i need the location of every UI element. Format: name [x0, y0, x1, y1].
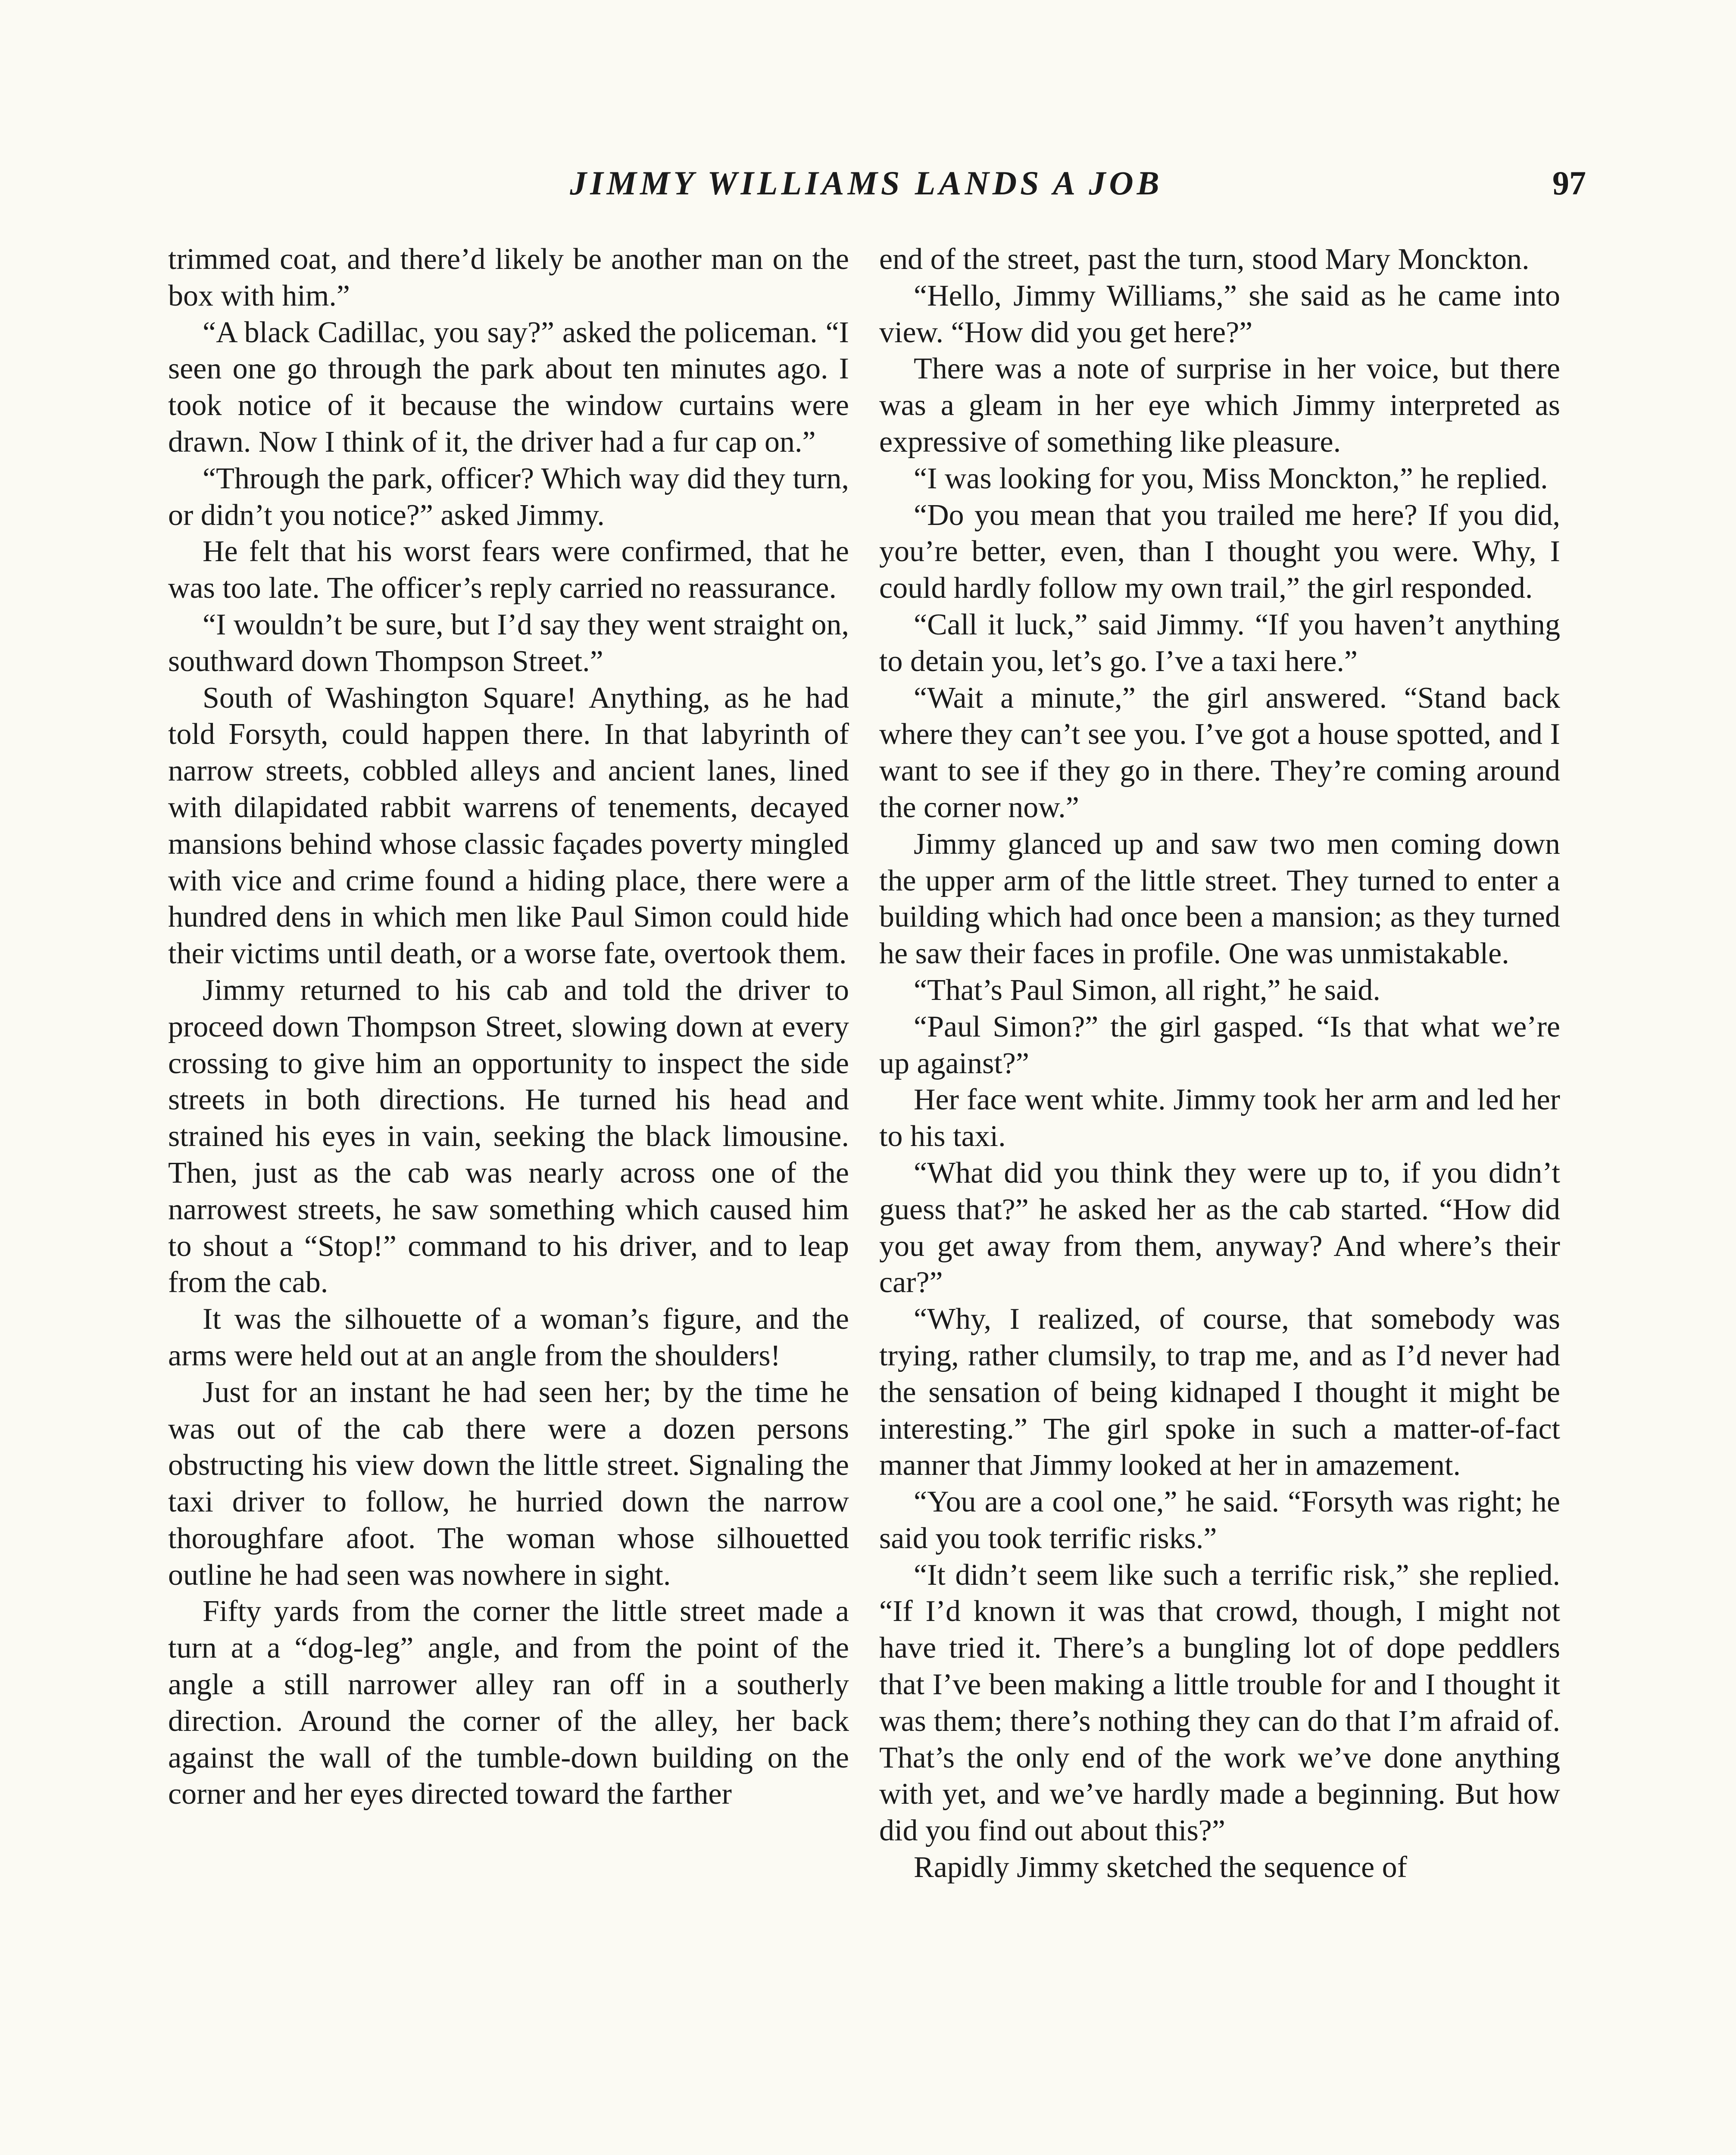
paragraph: “Hello, Jimmy Williams,” she said as he came into view. “How did you get here?” — [879, 279, 1560, 349]
paragraph: Fifty yards from the corner the little street made a turn at a “dog-leg” angle, and from the point of the angle a still narrower alley ran off in a southerly direction. Around the corner of the alley, her back against the wall of the tumble-down building on the corner and her eyes directed toward the farther — [168, 1595, 849, 1811]
paragraph: “A black Cadillac, you say?” asked the policeman. “I seen one go through the park about ten minutes ago. I took notice of it because the window curtains were drawn. Now I think of it, the driver had a fur cap on.” — [168, 315, 849, 459]
paragraph: “Call it luck,” said Jimmy. “If you haven’t anything to detain you, let’s go. I’ve a taxi here.” — [879, 608, 1560, 678]
paragraph: “It didn’t seem like such a terrific risk,” she replied. “If I’d known it was that crowd, though, I might not have tried it. There’s a bungling lot of dope peddlers that I’ve been making a little trouble for and I thought it was them; there’s nothing they can do that I’m afraid of. That’s the only end of the work we’ve done anything with yet, and we’ve hardly made a beginning. But how did you find out about this?” — [879, 1558, 1560, 1848]
running-title: JIMMY WILLIAMS LANDS A JOB — [570, 164, 1163, 202]
right-column — [879, 241, 1560, 1886]
paragraph: “Through the park, officer? Which way did they turn, or didn’t you notice?” asked Jimmy. — [168, 462, 849, 532]
paragraph: “You are a cool one,” he said. “Forsyth was right; he said you took terrific risks.” — [879, 1485, 1560, 1555]
paragraph: Rapidly Jimmy sketched the sequence of — [914, 1851, 1407, 1884]
paragraph: “That’s Paul Simon, all right,” he said. — [914, 973, 1380, 1007]
paragraph: “Paul Simon?” the girl gasped. “Is that what we’re up against?” — [879, 1010, 1560, 1080]
paragraph: trimmed coat, and there’d likely be another man on the box with him.” — [168, 243, 849, 312]
paragraph: It was the silhouette of a woman’s figure, and the arms were held out at an angle from the shoulders! — [168, 1302, 849, 1372]
paragraph: “Wait a minute,” the girl answered. “Stand back where they can’t see you. I’ve got a house spotted, and I want to see if they go in there. They’re coming around the corner now.” — [879, 681, 1560, 824]
page-number: 97 — [1552, 164, 1586, 202]
paragraph: “Do you mean that you trailed me here? If you did, you’re better, even, than I thought you were. Why, I could hardly follow my own trail,” the girl responded. — [879, 498, 1560, 605]
paragraph: There was a note of surprise in her voice, but there was a gleam in her eye which Jimmy interpreted as expressive of something like pleasure. — [879, 352, 1560, 459]
paragraph: Just for an instant he had seen her; by the time he was out of the cab there were a dozen persons obstructing his view down the little street. Signaling the taxi driver to follow, he hurried down the narrow thoroughfare afoot. The woman whose silhouetted outline he had seen was nowhere in sight. — [168, 1375, 849, 1592]
page-header — [164, 164, 1586, 216]
paragraph: Her face went white. Jimmy took her arm and led her to his taxi. — [879, 1083, 1560, 1153]
left-column — [168, 241, 849, 1813]
paragraph: “What did you think they were up to, if you didn’t guess that?” he asked her as the cab started. “How did you get away from them, anyway? And where’s their car?” — [879, 1156, 1560, 1299]
paragraph: “I was looking for you, Miss Monckton,” he replied. — [914, 462, 1548, 495]
paragraph: Jimmy glanced up and saw two men coming down the upper arm of the little street. They turned to enter a building which had once been a mansion; as they turned he saw their faces in profile. One was unmistakable. — [879, 827, 1560, 971]
paragraph: end of the street, past the turn, stood Mary Monckton. — [879, 243, 1530, 276]
paragraph: “I wouldn’t be sure, but I’d say they went straight on, southward down Thompson Street.” — [168, 608, 849, 678]
paragraph: “Why, I realized, of course, that somebody was trying, rather clumsily, to trap me, and as I’d never had the sensation of being kidnaped I thought it might be interesting.” The girl spoke in such a matter-of-fact manner that Jimmy looked at her in amazement. — [879, 1302, 1560, 1482]
paragraph: South of Washington Square! Anything, as he had told Forsyth, could happen there. In that labyrinth of narrow streets, cobbled alleys and ancient lanes, lined with dilapidated rabbit warrens of tenements, decayed mansions behind whose classic façades poverty mingled with vice and crime found a hiding place, there were a hundred dens in which men like Paul Simon could hide their victims until death, or a worse fate, overtook them. — [168, 681, 849, 971]
paragraph: He felt that his worst fears were confirmed, that he was too late. The officer’s reply carried no reassurance. — [168, 535, 849, 605]
paragraph: Jimmy returned to his cab and told the driver to proceed down Thompson Street, slowing down at every crossing to give him an opportunity to inspect the side streets in both directions. He turned his head and strained his eyes in vain, seeking the black limousine. Then, just as the cab was nearly across one of the narrowest streets, he saw something which caused him to shout a “Stop!” command to his driver, and to leap from the cab. — [168, 973, 849, 1299]
